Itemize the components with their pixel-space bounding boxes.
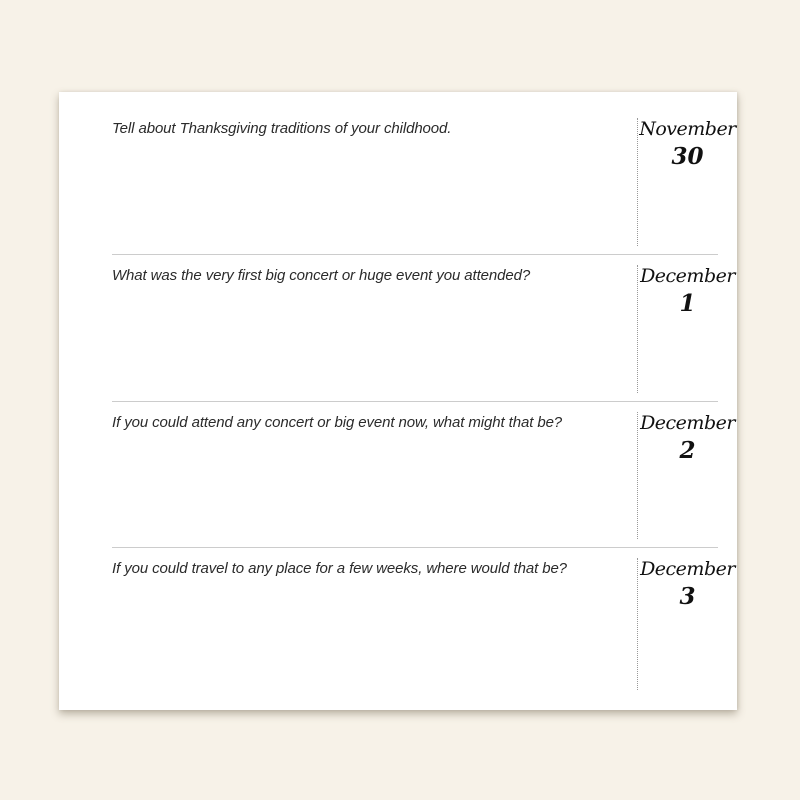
date-day: 3 [679,582,696,610]
entry-row [59,255,737,401]
date-column [637,118,737,246]
date-month: December [640,558,735,580]
entry-row [59,92,737,254]
date-day: 1 [679,289,696,317]
entry-row [59,402,737,547]
date-month: December [640,412,735,434]
date-month: December [640,265,735,287]
prompt-text: If you could attend any concert or big event now, what might that be? [112,414,563,431]
date-day: 2 [679,436,696,464]
date-column [637,558,737,690]
prompt-text: If you could travel to any place for a few weeks, where would that be? [112,560,567,577]
date-column [637,265,737,393]
prompt-text: What was the very first big concert or huge event you attended? [112,267,531,284]
journal-page [59,92,737,710]
entry-row [59,548,737,710]
date-month: November [639,118,736,140]
date-column [637,412,737,539]
prompt-text: Tell about Thanksgiving traditions of your childhood. [112,120,452,137]
date-day: 30 [671,142,704,170]
